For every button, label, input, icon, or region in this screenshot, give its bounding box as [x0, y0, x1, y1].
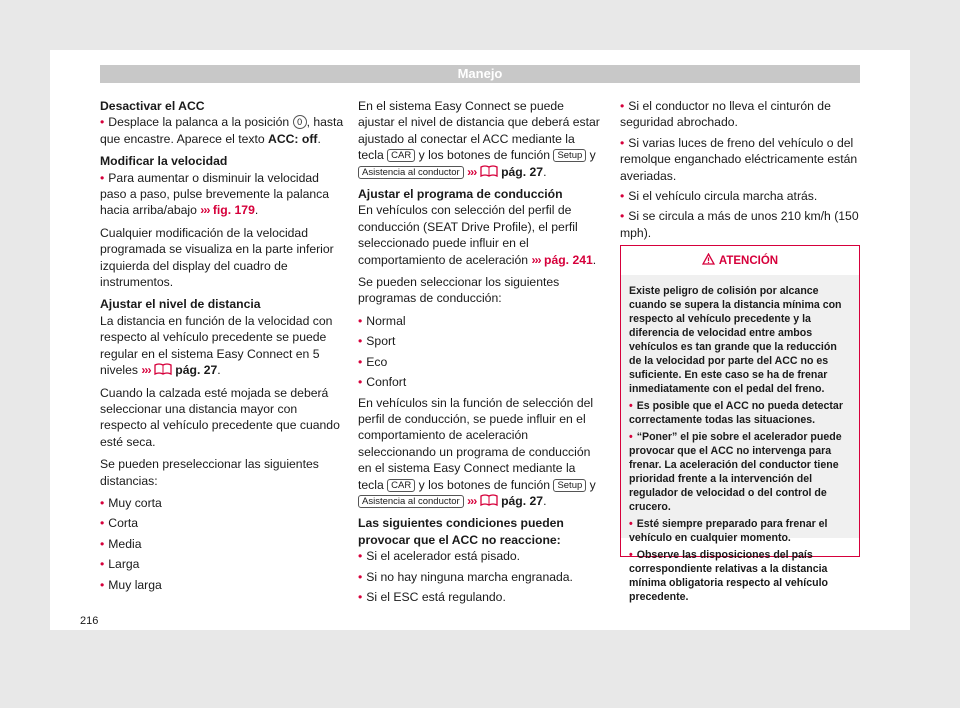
- list-item: • Eco: [358, 354, 388, 369]
- page-reference-link[interactable]: pág. 27: [501, 493, 544, 508]
- warning-triangle-icon: [702, 253, 715, 265]
- heading-condiciones: Las siguientes condiciones pueden provocar que el ACC no reaccione:: [358, 516, 564, 547]
- car-key-icon: CAR: [387, 479, 415, 492]
- column-2: [358, 98, 603, 609]
- list-item: • Si no hay ninguna marcha engranada.: [358, 569, 573, 584]
- list-item: • Larga: [100, 557, 140, 572]
- warning-intro: Existe peligro de colisión por alcance cuando se supera la distancia mínima con respecto al vehículo precedente y la diferencia de velocidad entre ambos vehículos es tan grande que la reducción de la velocidad por parte del ACC no es suficiente. En este caso se ha de frenar inmediatamente con el pedal del freno.: [629, 285, 842, 395]
- distances-list: [100, 495, 345, 593]
- warning-item: • “Poner” el pie sobre el acelerador puede provocar que el ACC no intervenga para frenar. La aceleración del conductor tiene prioridad frente a la intervención del regulador de velocidad o del control de crucero.: [629, 431, 842, 513]
- warning-item: • Es posible que el ACC no pueda detectar correctamente todas las situaciones.: [629, 400, 843, 426]
- paragraph-perfil: En vehículos con selección del perfil de conducción (SEAT Drive Profile), el perfil seleccionado puede influir en el comportamiento de aceleración ››› pág. 241.: [358, 203, 597, 267]
- double-arrow-icon: ›››: [141, 363, 151, 378]
- manual-page: [50, 50, 910, 630]
- programs-list: [358, 313, 603, 391]
- list-item: • Si el acelerador está pisado.: [358, 549, 521, 564]
- page-reference-link[interactable]: pág. 241: [544, 252, 593, 267]
- list-item: • Muy corta: [100, 495, 162, 510]
- setup-key: Setup: [553, 149, 586, 162]
- paragraph-easy-connect: En el sistema Easy Connect se puede ajustar el nivel de distancia que deberá estar ajustado al conectar el ACC mediante la tecla CAR y los botones de función Setup y Asistencia al conductor ››› pág. 27.: [358, 99, 600, 179]
- warning-body: [621, 275, 859, 603]
- list-item: • Corta: [100, 516, 139, 531]
- list-item: • Si el vehículo circula marcha atrás.: [620, 189, 818, 204]
- book-icon: [154, 363, 172, 375]
- list-item: • Sport: [358, 334, 396, 349]
- heading-ajustar: Ajustar el nivel de distancia: [100, 297, 261, 312]
- book-icon: [480, 494, 498, 506]
- column-3: [620, 98, 865, 245]
- page-number: 216: [80, 615, 99, 627]
- car-key-icon: CAR: [387, 149, 415, 162]
- list-item: • Si se circula a más de unos 210 km/h (150 mph).: [620, 209, 859, 240]
- paragraph-cualquier: Cualquier modificación de la velocidad programada se visualiza en la parte inferior izquierda del display del cuadro de instrumentos.: [100, 225, 334, 290]
- heading-programa: Ajustar el programa de conducción: [358, 187, 563, 202]
- bullet-icon: •: [100, 115, 105, 130]
- paragraph-preselect: Se pueden preseleccionar las siguientes distancias:: [100, 457, 319, 488]
- paragraph-sin-perfil: En vehículos sin la función de selección del perfil de conducción, se puede influir en el comportamiento de aceleración seleccionando un programa de conducción en el sistema Easy Connect mediante la tecla CAR y los botones de función Setup y Asistencia al conductor ››› pág. 27.: [358, 395, 596, 508]
- column-1: [100, 98, 345, 597]
- paragraph-programas: Se pueden seleccionar los siguientes programas de conducción:: [358, 275, 560, 306]
- list-item: • Media: [100, 536, 142, 551]
- heading-modificar: Modificar la velocidad: [100, 154, 228, 169]
- warning-item: • Esté siempre preparado para frenar el vehículo en cualquier momento.: [629, 518, 828, 544]
- bullet-desactivar: • Desplace la palanca a la posición 0 , hasta que encastre. Aparece el texto ACC: off.: [100, 115, 344, 146]
- double-arrow-icon: ›››: [467, 493, 477, 508]
- list-item: • Muy larga: [100, 577, 162, 592]
- bullet-icon: •: [100, 170, 105, 185]
- paragraph-calzada: Cuando la calzada esté mojada se deberá seleccionar una distancia mayor con respecto al vehículo precedente que cuando esté seca.: [100, 385, 340, 449]
- warning-item: • Observe las disposiciones del país correspondiente relativas a la distancia mínima obligatoria respecto al vehículo precedente.: [629, 549, 828, 603]
- asistencia-key: Asistencia al conductor: [358, 166, 464, 179]
- double-arrow-icon: ›››: [531, 252, 541, 267]
- fig-reference-link[interactable]: fig. 179: [212, 203, 255, 218]
- page-reference-link[interactable]: pág. 27: [175, 363, 218, 378]
- warning-title: ATENCIÓN: [621, 253, 859, 267]
- warning-box: [620, 245, 860, 603]
- list-item: • Si el conductor no lleva el cinturón de seguridad abrochado.: [620, 99, 831, 130]
- paragraph-distancia: La distancia en función de la velocidad con respecto al vehículo precedente se puede regular en el sistema Easy Connect en 5 niveles ››› pág. 27.: [100, 313, 333, 378]
- double-arrow-icon: ›››: [200, 203, 210, 218]
- book-icon: [480, 165, 498, 177]
- heading-desactivar: Desactivar el ACC: [100, 99, 205, 113]
- section-header: Manejo: [100, 65, 860, 83]
- list-item: • Si varias luces de freno del vehículo o del remolque enganchado eléctricamente están averiadas.: [620, 135, 858, 183]
- list-item: • Normal: [358, 313, 406, 328]
- bullet-modificar: • Para aumentar o disminuir la velocidad paso a paso, pulse brevemente la palanca hacia arriba/abajo ››› fig. 179.: [100, 170, 330, 218]
- conditions-list: [358, 548, 603, 605]
- position-zero-icon: 0: [293, 115, 307, 129]
- list-item: • Si el ESC está regulando.: [358, 589, 506, 604]
- list-item: • Confort: [358, 375, 407, 390]
- setup-key: Setup: [553, 479, 586, 492]
- asistencia-key: Asistencia al conductor: [358, 495, 464, 508]
- page-reference-link[interactable]: pág. 27: [501, 164, 544, 179]
- double-arrow-icon: ›››: [467, 164, 477, 179]
